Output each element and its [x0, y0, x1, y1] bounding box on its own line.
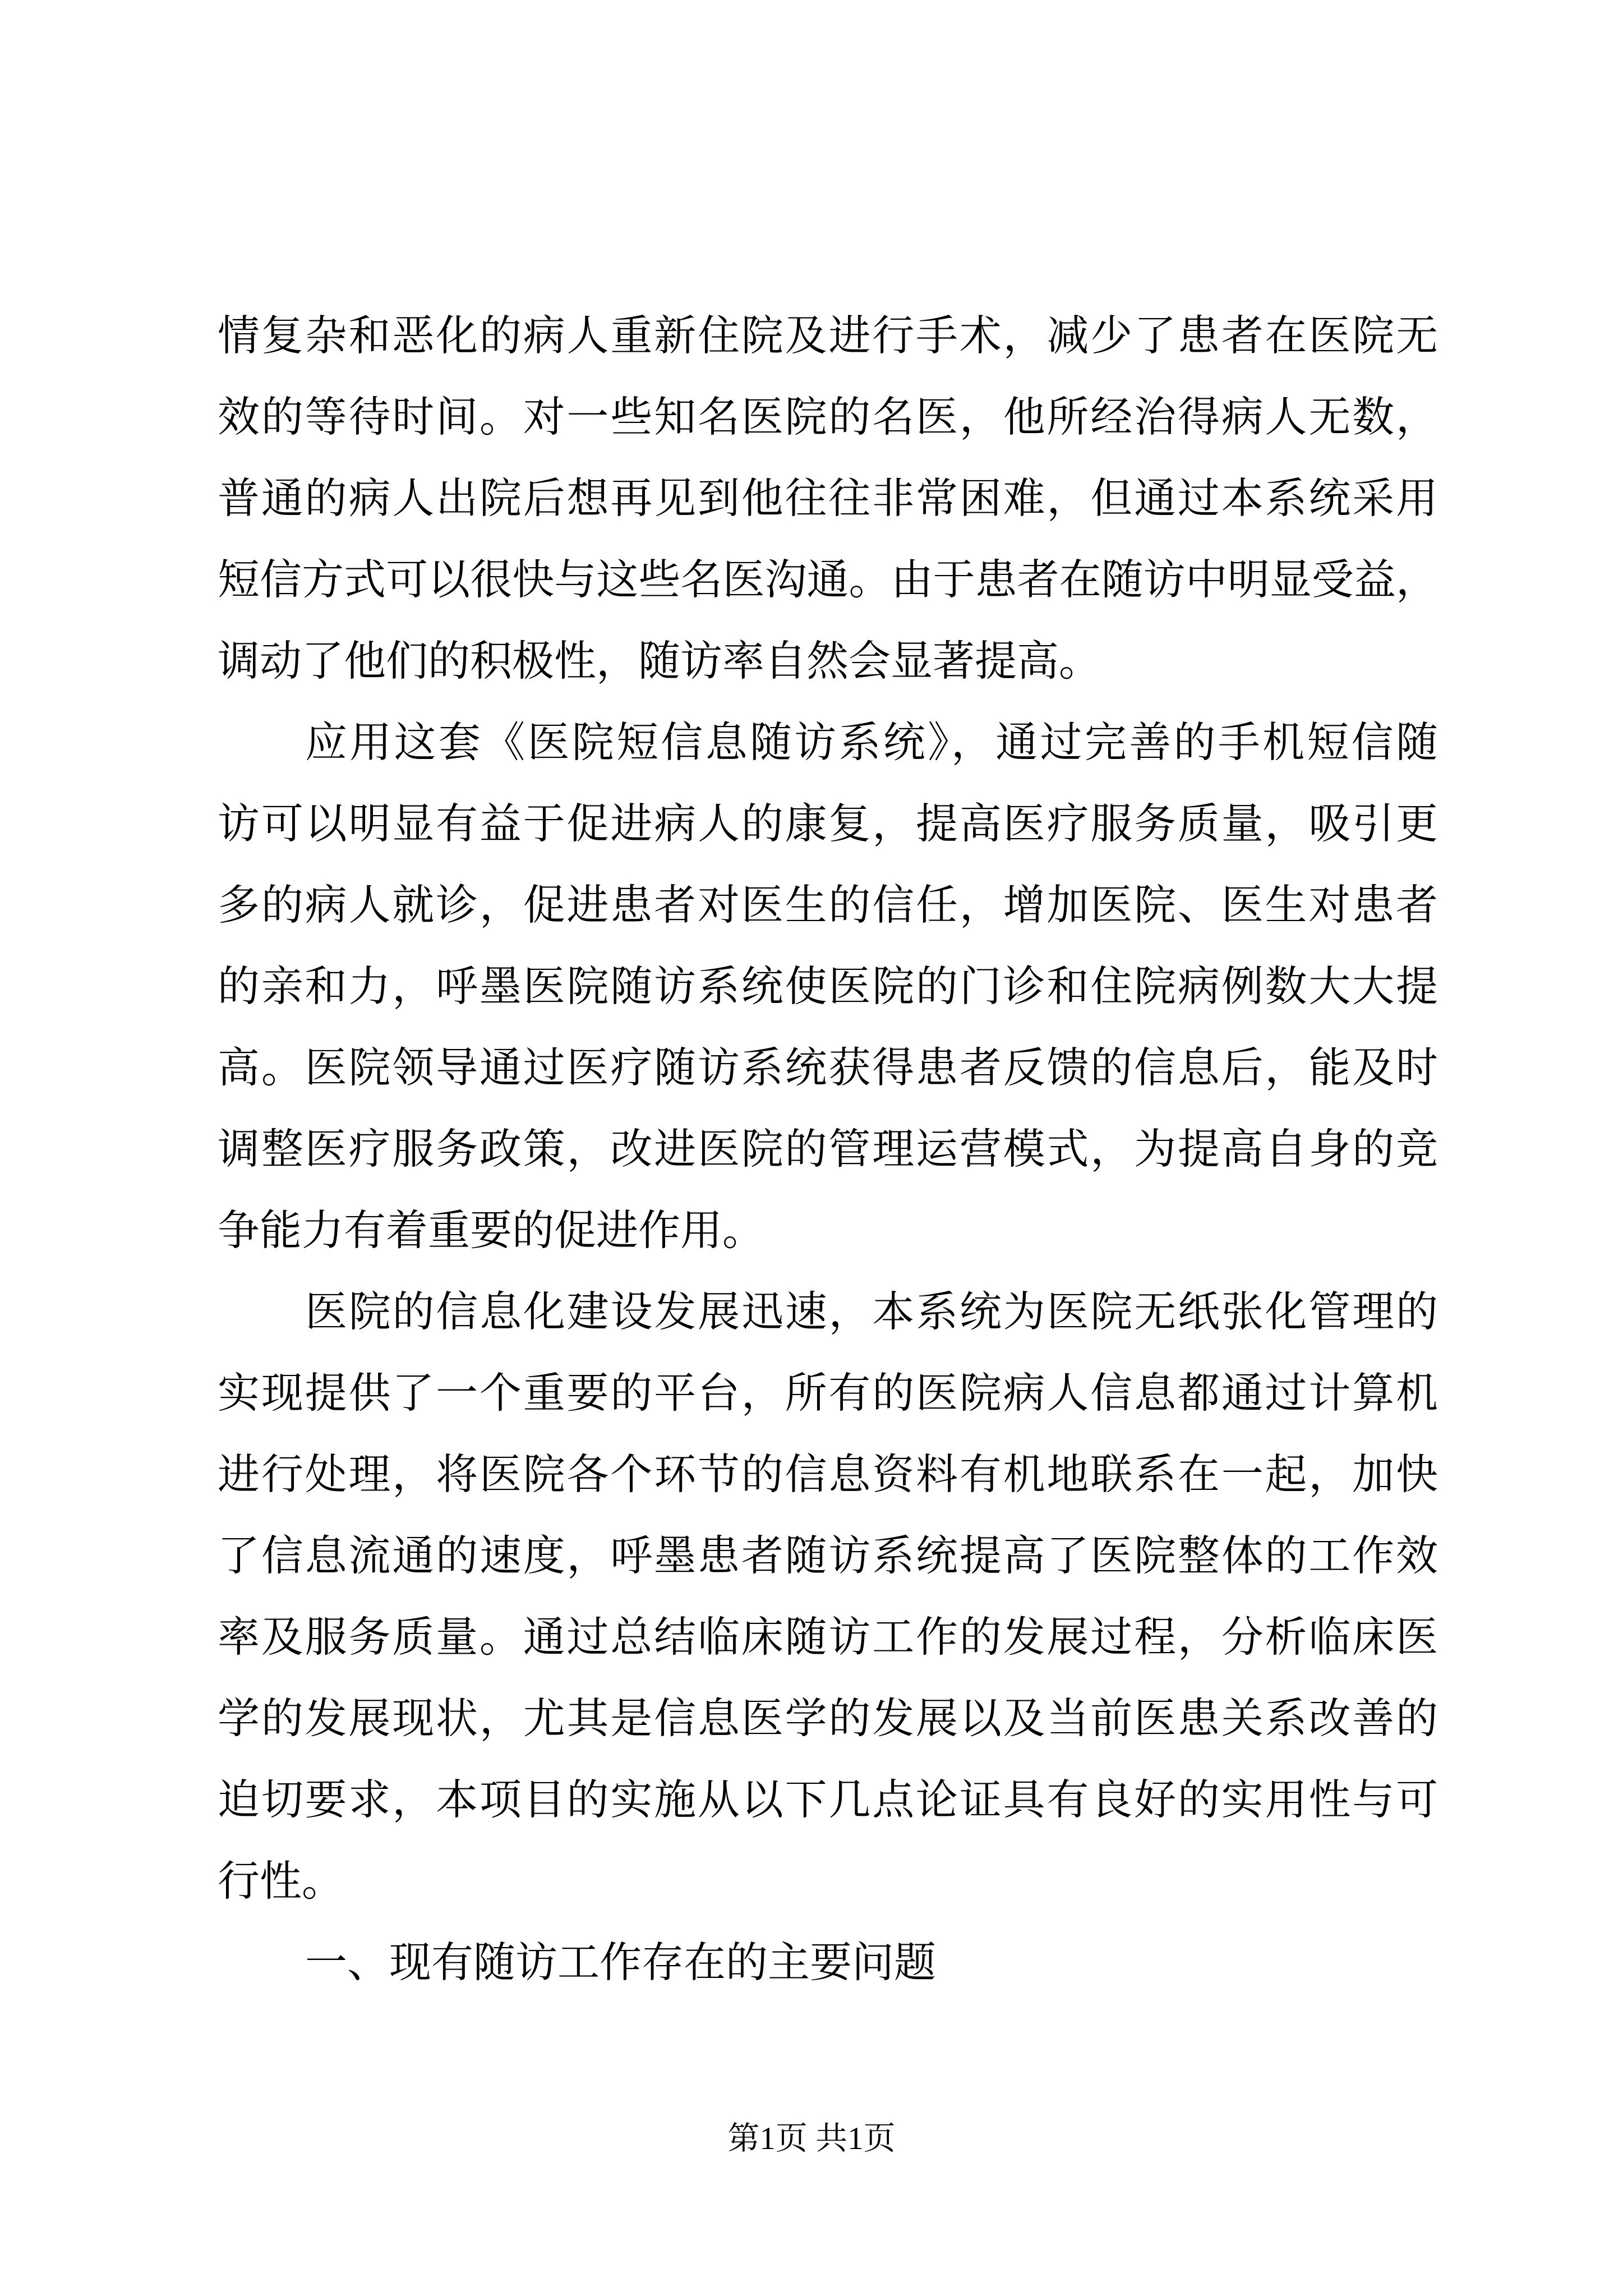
text-line: 率及服务质量。通过总结临床随访工作的发展过程，分析临床医: [218, 1612, 1438, 1662]
text-line: 访可以明显有益于促进病人的康复，提高医疗服务质量，吸引更: [218, 799, 1438, 848]
text-line: 实现提供了一个重要的平台，所有的医院病人信息都通过计算机: [218, 1368, 1438, 1418]
text-line: 学的发展现状，尤其是信息医学的发展以及当前医患关系改善的: [218, 1694, 1438, 1743]
footer-page-indicator: 第1页 共1页: [727, 2121, 896, 2156]
text-line: 多的病人就诊，促进患者对医生的信任，增加医院、医生对患者: [218, 880, 1438, 930]
document-body: [218, 295, 1438, 2003]
text-line: 调整医疗服务政策，改进医院的管理运营模式，为提高自身的竞: [218, 1124, 1438, 1174]
text-line: 一、现有随访工作存在的主要问题: [305, 1938, 937, 1987]
paragraph: [218, 1271, 1438, 1922]
paragraph: [218, 295, 1438, 702]
text-line: 应用这套《医院短信息随访系统》，通过完善的手机短信随: [305, 717, 1438, 767]
text-line: 了信息流通的速度，呼墨患者随访系统提高了医院整体的工作效: [218, 1531, 1438, 1580]
paragraph: [218, 702, 1438, 1271]
text-line: 迫切要求，本项目的实施从以下几点论证具有良好的实用性与可: [218, 1775, 1438, 1824]
text-line: 进行处理，将医院各个环节的信息资料有机地联系在一起，加快: [218, 1450, 1438, 1499]
text-line: 普通的病人出院后想再见到他往往非常困难，但通过本系统采用: [218, 473, 1438, 523]
text-line: 高。医院领导通过医疗随访系统获得患者反馈的信息后，能及时: [218, 1043, 1438, 1092]
text-line: 争能力有着重要的促进作用。: [218, 1205, 765, 1255]
text-line: 医院的信息化建设发展迅速，本系统为医院无纸张化管理的: [305, 1287, 1438, 1336]
paragraph: [218, 1922, 1438, 2003]
text-line: 情复杂和恶化的病人重新住院及进行手术，减少了患者在医院无: [218, 311, 1438, 360]
page-footer: [0, 2122, 1623, 2156]
text-line: 调动了他们的积极性，随访率自然会显著提高。: [218, 636, 1101, 685]
text-line: 行性。: [218, 1856, 344, 1906]
text-line: 的亲和力，呼墨医院随访系统使医院的门诊和住院病例数大大提: [218, 961, 1438, 1011]
text-line: 效的等待时间。对一些知名医院的名医，他所经治得病人无数，: [218, 392, 1438, 441]
text-line: 短信方式可以很快与这些名医沟通。由于患者在随访中明显受益，: [218, 555, 1438, 604]
